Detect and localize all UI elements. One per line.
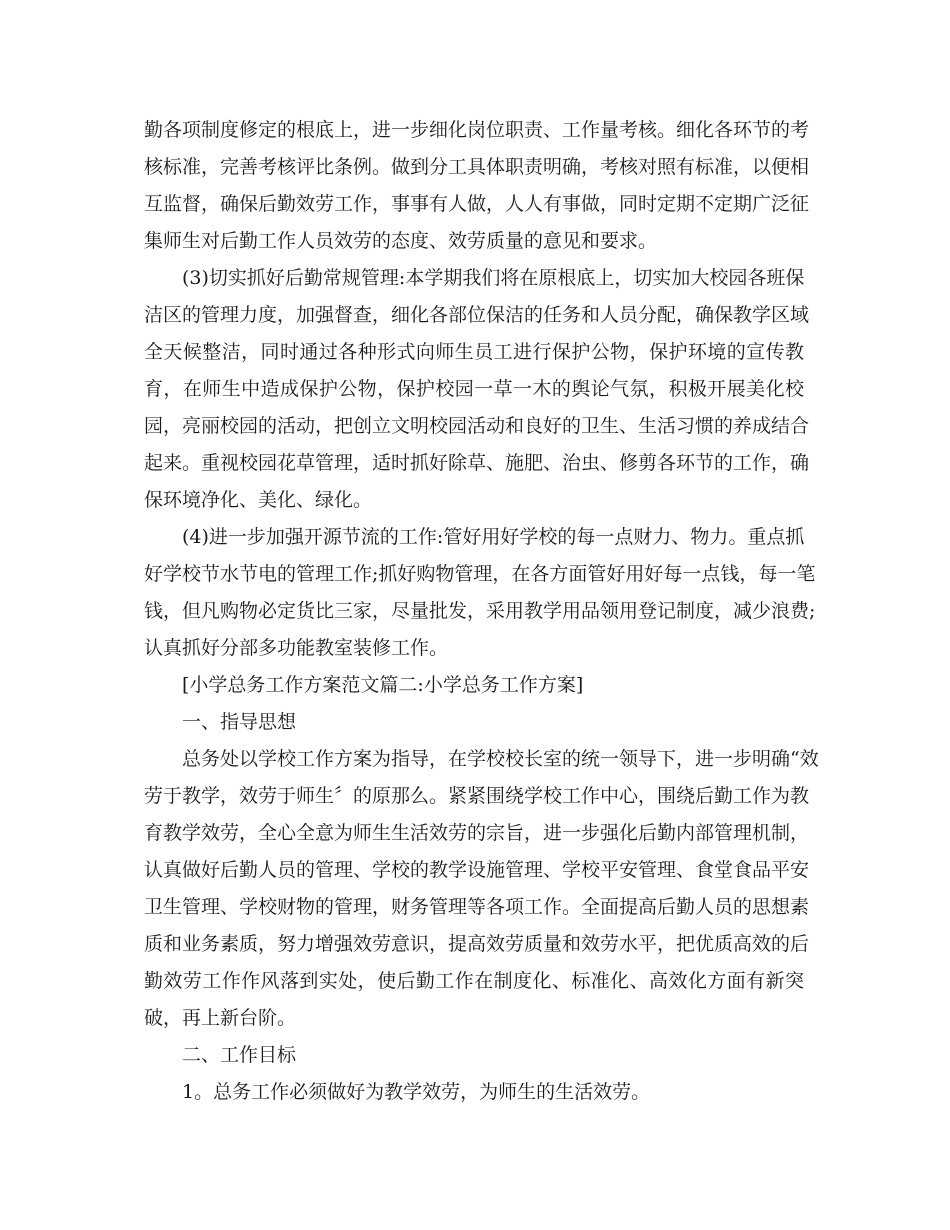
text-line: 认真做好后勤人员的管理、学校的教学设施管理、学校平安管理、食堂食品平安 — [144, 859, 810, 881]
text-line: 劳于教学，效劳于师生〞的原那么。紧紧围绕学校工作中心，围绕后勤工作为教 — [144, 785, 810, 807]
text-line: 育教学效劳，全心全意为师生生活效劳的宗旨，进一步强化后勤内部管理机制， — [144, 822, 810, 844]
text-line: 质和业务素质，努力增强效劳意识，提高效劳质量和效劳水平，把优质高效的后 — [144, 933, 810, 955]
text-line: 核标准，完善考核评比条例。做到分工具体职责明确，考核对照有标准，以便相 — [144, 156, 810, 178]
text-line: 育，在师生中造成保护公物，保护校园一草一木的舆论气氛，积极开展美化校 — [144, 378, 804, 400]
document-body — [144, 112, 819, 1111]
text-line: 全天候整洁，同时通过各种形式向师生员工进行保护公物，保护环境的宣传教 — [144, 341, 804, 363]
text-line: 好学校节水节电的管理工作;抓好购物管理，在各方面管好用好每一点钱，每一笔 — [144, 563, 816, 585]
text-line: 认真抓好分部多功能教室装修工作。 — [144, 637, 449, 659]
text-line: (3)切实抓好后勤常规管理:本学期我们将在原根底上，切实加大校园各班保 — [182, 267, 805, 289]
text-line: 起来。重视校园花草管理，适时抓好除草、施肥、治虫、修剪各环节的工作，确 — [144, 452, 810, 474]
text-line: [小学总务工作方案范文篇二:小学总务工作方案] — [182, 674, 584, 696]
text-line: 勤效劳工作作风落到实处，使后勤工作在制度化、标准化、高效化方面有新突 — [144, 970, 804, 992]
heading-work-goals — [144, 1037, 804, 1074]
text-line: 卫生管理、学校财物的管理，财务管理等各项工作。全面提高后勤人员的思想素 — [144, 896, 810, 918]
text-line: 钱，但凡购物必定货比三家，尽量批发，采用教学用品领用登记制度，减少浪费; — [144, 600, 816, 622]
text-line: 二、工作目标 — [182, 1044, 297, 1066]
paragraph-8 — [144, 1074, 804, 1111]
text-line: 勤各项制度修定的根底上，进一步细化岗位职责、工作量考核。细化各环节的考 — [144, 119, 810, 141]
text-line: (4)进一步加强开源节流的工作:管好用好学校的每一点财力、物力。重点抓 — [182, 526, 805, 548]
text-line: 互监督，确保后勤效劳工作，事事有人做，人人有事做，同时定期不定期广泛征 — [144, 193, 810, 215]
text-line: 集师生对后勤工作人员效劳的态度、效劳质量的意见和要求。 — [144, 230, 658, 252]
text-line: 保环境净化、美化、绿化。 — [144, 489, 373, 511]
paragraph-3 — [144, 519, 816, 667]
heading-guiding-ideology — [144, 704, 804, 741]
text-line: 1。总务工作必须做好为教学效劳，为师生的生活效劳。 — [182, 1081, 651, 1103]
text-line: 洁区的管理力度，加强督查，细化各部位保洁的任务和人员分配，确保教学区域 — [144, 304, 810, 326]
section-title-part-two — [144, 667, 804, 704]
text-line: 总务处以学校工作方案为指导，在学校校长室的统一领导下，进一步明确“效 — [182, 748, 819, 770]
paragraph-6 — [144, 741, 819, 1037]
text-line: 破，再上新台阶。 — [144, 1007, 297, 1029]
text-line: 一、指导思想 — [182, 711, 297, 733]
paragraph-2 — [144, 260, 810, 519]
text-line: 园，亮丽校园的活动，把创立文明校园活动和良好的卫生、生活习惯的养成结合 — [144, 415, 810, 437]
paragraph-1 — [144, 112, 810, 260]
